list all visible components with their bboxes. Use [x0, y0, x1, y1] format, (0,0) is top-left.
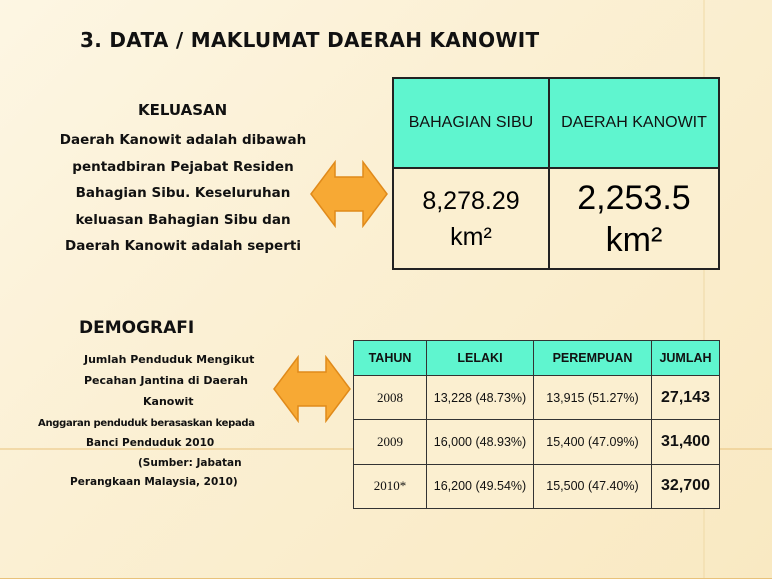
left-right-arrow-icon: [309, 160, 389, 228]
column-header: JUMLAH: [652, 341, 720, 376]
demografi-line: Perangkaan Malaysia, 2010): [70, 476, 238, 488]
left-right-arrow-icon: [272, 355, 352, 423]
demografi-line: (Sumber: Jabatan: [138, 457, 242, 469]
column-header: LELAKI: [427, 341, 534, 376]
keluasan-line: Daerah Kanowit adalah dibawah: [59, 132, 307, 148]
area-value-sibu: [393, 168, 549, 269]
area-value-kanowit: [549, 168, 719, 269]
area-unit: km²: [450, 222, 492, 251]
demografi-line: Kanowit: [143, 395, 194, 408]
area-header-kanowit: DAERAH KANOWIT: [549, 78, 719, 168]
cell-total: 31,400: [652, 420, 720, 464]
cell-male: 16,000 (48.93%): [427, 420, 534, 464]
keluasan-line: Bahagian Sibu. Keseluruhan: [75, 185, 291, 201]
demografi-line: Anggaran penduduk berasaskan kepada: [38, 418, 255, 429]
keluasan-line: keluasan Bahagian Sibu dan: [75, 211, 291, 228]
area-header-sibu: BAHAGIAN SIBU: [393, 78, 549, 168]
keluasan-description: [52, 127, 314, 260]
column-header: TAHUN: [354, 341, 427, 376]
cell-female: 15,500 (47.40%): [534, 464, 652, 508]
column-header: PEREMPUAN: [534, 341, 652, 376]
area-number: 8,278.29: [422, 186, 520, 215]
cell-female: 13,915 (51.27%): [534, 376, 652, 420]
demografi-heading: DEMOGRAFI: [79, 318, 195, 338]
cell-year: 2009: [354, 420, 427, 464]
cell-total: 32,700: [652, 464, 720, 508]
cell-female: 15,400 (47.09%): [534, 420, 652, 464]
cell-total: 27,143: [652, 376, 720, 420]
keluasan-heading: KELUASAN: [138, 101, 228, 119]
cell-year: 2008: [354, 376, 427, 420]
area-unit: km²: [605, 220, 663, 259]
keluasan-line: pentadbiran Pejabat Residen: [72, 158, 294, 175]
table-row: [354, 464, 720, 508]
population-table: [353, 340, 720, 509]
table-row: [354, 376, 720, 420]
area-table: [392, 77, 720, 270]
table-header-row: [354, 341, 720, 376]
area-number: 2,253.5: [577, 178, 691, 217]
cell-male: 13,228 (48.73%): [427, 376, 534, 420]
cell-year: 2010*: [354, 464, 427, 508]
table-row: [354, 420, 720, 464]
demografi-line: Banci Penduduk 2010: [86, 437, 215, 449]
demografi-line: Pecahan Jantina di Daerah: [84, 374, 249, 387]
demografi-line: Jumlah Penduduk Mengikut: [84, 353, 255, 366]
page-title: 3. DATA / MAKLUMAT DAERAH KANOWIT: [80, 28, 540, 52]
keluasan-line: Daerah Kanowit adalah seperti: [65, 238, 301, 254]
cell-male: 16,200 (49.54%): [427, 464, 534, 508]
